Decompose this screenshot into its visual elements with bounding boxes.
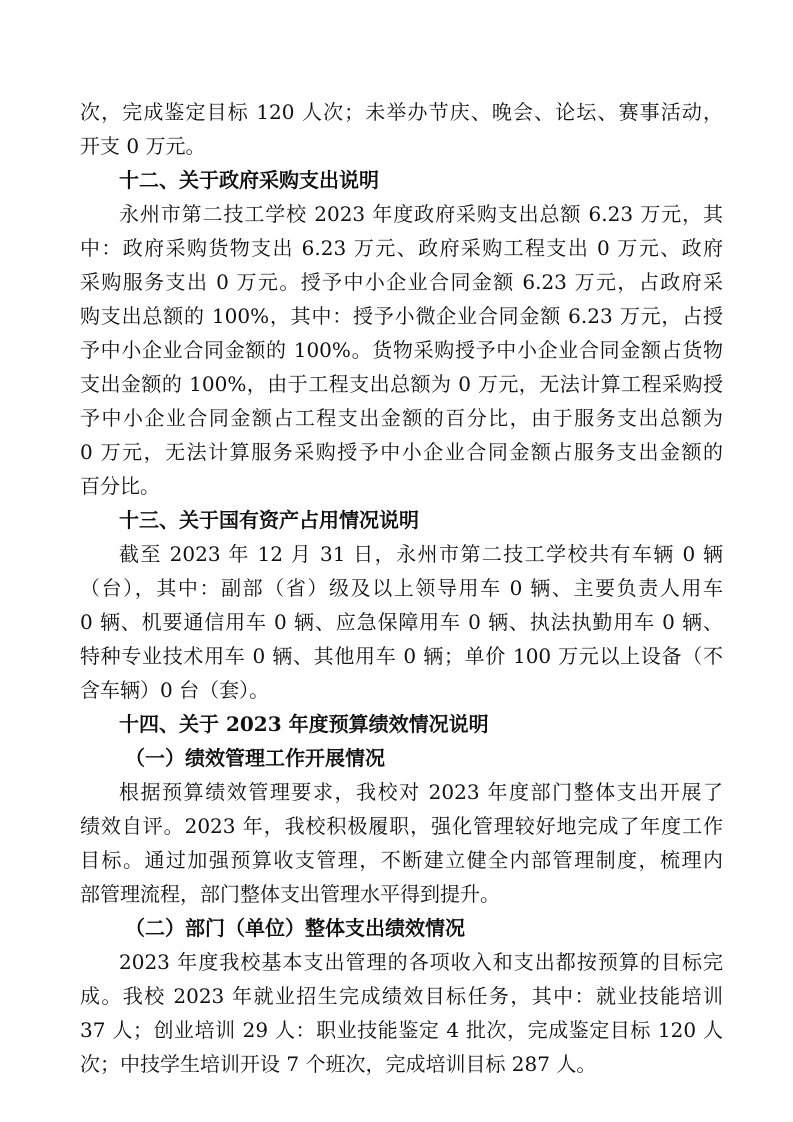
- body-line: 37 人；创业培训 29 人：职业技能鉴定 4 批次，完成鉴定目标 120 人: [80, 1018, 723, 1042]
- subsection-heading-1: （一）绩效管理工作开展情况: [125, 746, 385, 770]
- body-line: （台），其中：副部（省）级及以上领导用车 0 辆、主要负责人用车: [80, 576, 723, 600]
- body-line: 含车辆）0 台（套）。: [80, 678, 270, 702]
- body-line: 开支 0 万元。: [80, 134, 206, 158]
- body-line: 永州市第二技工学校 2023 年度政府采购支出总额 6.23 万元，其: [119, 202, 723, 226]
- section-heading-13: 十三、关于国有资产占用情况说明: [119, 508, 419, 532]
- body-line: 百分比。: [80, 474, 160, 498]
- body-line: 0 辆、机要通信用车 0 辆、应急保障用车 0 辆、执法执勤用车 0 辆、: [80, 610, 723, 634]
- body-line: 特种专业技术用车 0 辆、其他用车 0 辆；单价 100 万元以上设备（不: [80, 644, 723, 668]
- body-line: 次；中技学生培训开设 7 个班次，完成培训目标 287 人。: [80, 1052, 597, 1076]
- section-heading-14: 十四、关于 2023 年度预算绩效情况说明: [119, 712, 489, 736]
- body-line: 截至 2023 年 12 月 31 日，永州市第二技工学校共有车辆 0 辆: [119, 542, 723, 566]
- body-line: 中：政府采购货物支出 6.23 万元、政府采购工程支出 0 万元、政府: [80, 236, 723, 260]
- body-line: 予中小企业合同金额占工程支出金额的百分比，由于服务支出总额为: [80, 406, 723, 430]
- body-line: 根据预算绩效管理要求，我校对 2023 年度部门整体支出开展了: [119, 780, 723, 804]
- section-heading-12: 十二、关于政府采购支出说明: [119, 168, 379, 192]
- body-line: 次，完成鉴定目标 120 人次；未举办节庆、晚会、论坛、赛事活动，: [80, 100, 723, 124]
- subsection-heading-2: （二）部门（单位）整体支出绩效情况: [125, 916, 465, 940]
- body-line: 购支出总额的 100%，其中：授予小微企业合同金额 6.23 万元，占授: [80, 304, 723, 328]
- body-line: 部管理流程，部门整体支出管理水平得到提升。: [80, 882, 500, 906]
- body-line: 成。我校 2023 年就业招生完成绩效目标任务，其中：就业技能培训: [80, 984, 723, 1008]
- body-line: 支出金额的 100%，由于工程支出总额为 0 万元，无法计算工程采购授: [80, 372, 723, 396]
- body-line: 目标。通过加强预算收支管理，不断建立健全内部管理制度，梳理内: [80, 848, 723, 872]
- body-line: 予中小企业合同金额的 100%。货物采购授予中小企业合同金额占货物: [80, 338, 723, 362]
- body-line: 采购服务支出 0 万元。授予中小企业合同金额 6.23 万元，占政府采: [80, 270, 723, 294]
- body-line: 2023 年度我校基本支出管理的各项收入和支出都按预算的目标完: [119, 950, 723, 974]
- body-line: 0 万元，无法计算服务采购授予中小企业合同金额占服务支出金额的: [80, 440, 723, 464]
- body-line: 绩效自评。2023 年，我校积极履职，强化管理较好地完成了年度工作: [80, 814, 723, 838]
